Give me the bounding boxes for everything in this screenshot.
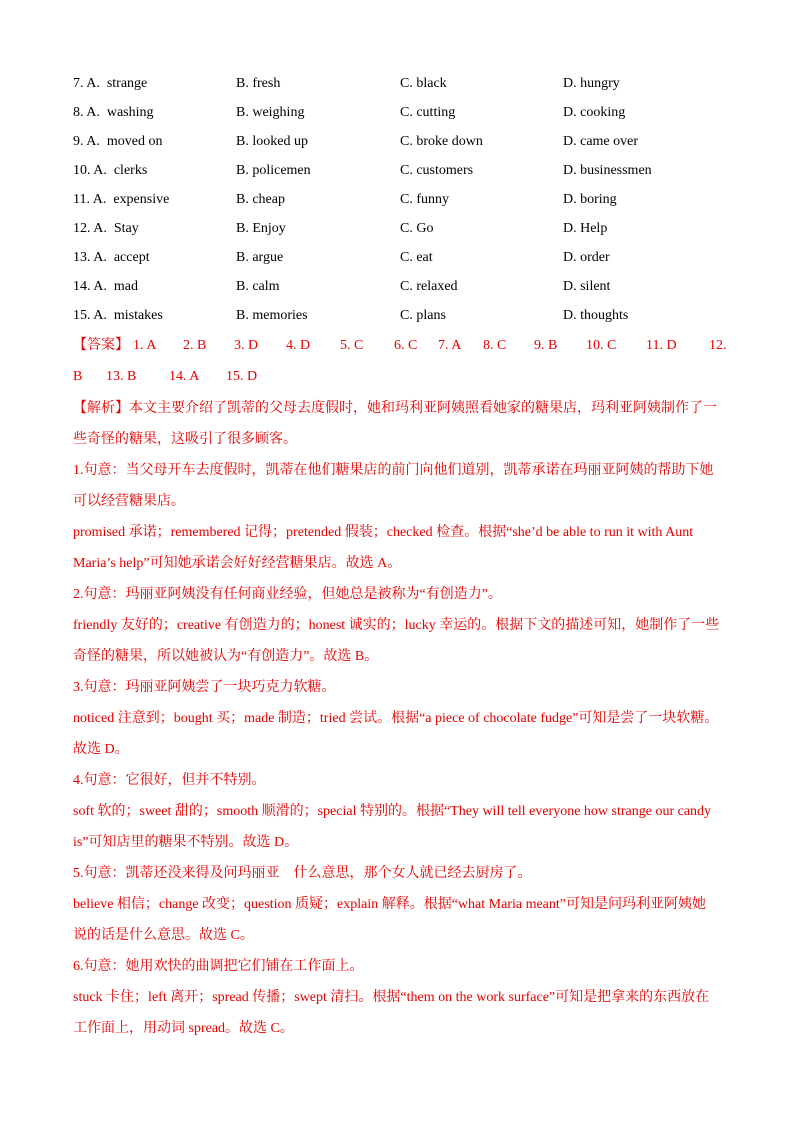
answer-item: 4. D bbox=[286, 338, 311, 353]
option-b: B. cheap bbox=[236, 192, 285, 207]
answer-key-line-2 bbox=[73, 365, 733, 389]
answer-item: 3. D bbox=[234, 338, 259, 353]
explanation-line: believe 相信；change 改变；question 质疑；explain 解释。根据“what Maria meant”可知是问玛利亚阿姨她 bbox=[73, 897, 706, 912]
explanation-line: promised 承诺；remembered 记得；pretended 假装；checked 检查。根据“she’d be able to run it with Aunt bbox=[73, 525, 694, 540]
option-a: 14. A. mad bbox=[73, 279, 138, 294]
explanation-line: 4.句意：它很好，但并不特别。 bbox=[73, 773, 266, 788]
option-c: C. plans bbox=[400, 308, 446, 323]
option-d: D. boring bbox=[563, 192, 617, 207]
option-d: D. Help bbox=[563, 221, 608, 236]
explanation-block bbox=[73, 393, 733, 1044]
option-c: C. Go bbox=[400, 221, 434, 236]
explanation-line: 故选 D。 bbox=[73, 742, 129, 757]
option-a: 8. A. washing bbox=[73, 105, 154, 120]
question-row-11 bbox=[73, 188, 733, 217]
explanation-line: is”可知店里的糖果不特别。故选 D。 bbox=[73, 835, 299, 850]
option-b: B. memories bbox=[236, 308, 308, 323]
option-c: C. cutting bbox=[400, 105, 456, 120]
question-row-13 bbox=[73, 246, 733, 275]
option-d: D. hungry bbox=[563, 76, 620, 91]
question-row-14 bbox=[73, 275, 733, 304]
answer-item: 13. B bbox=[106, 369, 137, 384]
option-b: B. argue bbox=[236, 250, 284, 265]
option-a: 7. A. strange bbox=[73, 76, 148, 91]
explanation-line: soft 软的；sweet 甜的；smooth 顺滑的；special 特别的。根据“They will tell everyone how strange our candy bbox=[73, 804, 712, 819]
answer-item: 1. A bbox=[133, 338, 157, 353]
answer-item: B bbox=[73, 369, 83, 384]
option-c: C. funny bbox=[400, 192, 449, 207]
option-b: B. calm bbox=[236, 279, 280, 294]
option-b: B. looked up bbox=[236, 134, 308, 149]
option-d: D. cooking bbox=[563, 105, 626, 120]
option-d: D. businessmen bbox=[563, 163, 652, 178]
answer-item: 2. B bbox=[183, 338, 207, 353]
answer-item: 8. C bbox=[483, 338, 507, 353]
option-d: D. silent bbox=[563, 279, 611, 294]
explanation-line: 可以经营糖果店。 bbox=[73, 494, 185, 509]
explanation-line: 1.句意：当父母开车去度假时，凯蒂在他们糖果店的前门向他们道别，凯蒂承诺在玛丽亚阿姨的帮助下她 bbox=[73, 463, 714, 478]
option-b: B. weighing bbox=[236, 105, 305, 120]
explanation-summary-line: 些奇怪的糖果，这吸引了很多顾客。 bbox=[73, 432, 297, 447]
explanation-line: noticed 注意到；bought 买；made 制造；tried 尝试。根据“a piece of chocolate fudge”可知是尝了一块软糖。 bbox=[73, 711, 719, 726]
option-c: C. customers bbox=[400, 163, 474, 178]
question-options-table bbox=[73, 72, 733, 333]
explanation-line: 3.句意：玛丽亚阿姨尝了一块巧克力软糖。 bbox=[73, 680, 336, 695]
option-a: 11. A. expensive bbox=[73, 192, 170, 207]
question-row-15 bbox=[73, 304, 733, 333]
explanation-line: 奇怪的糖果，所以她被认为“有创造力”。故选 B。 bbox=[73, 649, 379, 664]
option-a: 10. A. clerks bbox=[73, 163, 148, 178]
answer-key-line-1 bbox=[73, 334, 733, 358]
option-d: D. thoughts bbox=[563, 308, 629, 323]
answer-item: 7. A bbox=[438, 338, 462, 353]
explanation-line: Maria’s help”可知她承诺会好好经营糖果店。故选 A。 bbox=[73, 556, 402, 571]
explanation-line: 2.句意：玛丽亚阿姨没有任何商业经验，但她总是被称为“有创造力”。 bbox=[73, 587, 502, 602]
answer-item: 5. C bbox=[340, 338, 364, 353]
question-row-12 bbox=[73, 217, 733, 246]
option-a: 13. A. accept bbox=[73, 250, 150, 265]
option-d: D. order bbox=[563, 250, 610, 265]
answer-item: 9. B bbox=[534, 338, 558, 353]
explanation-line: friendly 友好的；creative 有创造力的；honest 诚实的；lucky 幸运的。根据下文的描述可知，她制作了一些 bbox=[73, 618, 720, 633]
question-row-10 bbox=[73, 159, 733, 188]
option-b: B. Enjoy bbox=[236, 221, 286, 236]
answer-item: 12. bbox=[709, 338, 727, 353]
explanation-line: 说的话是什么意思。故选 C。 bbox=[73, 928, 254, 943]
question-row-8 bbox=[73, 101, 733, 130]
explanation-label: 【解析】 bbox=[73, 401, 129, 416]
option-a: 9. A. moved on bbox=[73, 134, 163, 149]
explanation-line: stuck 卡住；left 离开；spread 传播；swept 清扫。根据“them on the work surface”可知是把拿来的东西放在 bbox=[73, 990, 710, 1005]
answer-item: 15. D bbox=[226, 369, 258, 384]
option-d: D. came over bbox=[563, 134, 639, 149]
question-row-9 bbox=[73, 130, 733, 159]
question-row-7 bbox=[73, 72, 733, 101]
explanation-line: 工作面上，用动词 spread。故选 C。 bbox=[73, 1021, 294, 1036]
option-a: 15. A. mistakes bbox=[73, 308, 163, 323]
option-c: C. relaxed bbox=[400, 279, 458, 294]
explanation-line: 6.句意：她用欢快的曲调把它们铺在工作面上。 bbox=[73, 959, 364, 974]
option-b: B. fresh bbox=[236, 76, 281, 91]
option-b: B. policemen bbox=[236, 163, 311, 178]
explanation-line: 5.句意：凯蒂还没来得及问玛丽亚 什么意思，那个女人就已经去厨房了。 bbox=[73, 866, 532, 881]
answer-item: 14. A bbox=[169, 369, 200, 384]
option-c: C. black bbox=[400, 76, 447, 91]
option-c: C. eat bbox=[400, 250, 433, 265]
answer-label: 【答案】 bbox=[73, 338, 129, 353]
answer-item: 6. C bbox=[394, 338, 418, 353]
explanation-summary-line: 【解析】本文主要介绍了凯蒂的父母去度假时，她和玛利亚阿姨照看她家的糖果店，玛利亚阿姨制作了一 bbox=[73, 401, 717, 416]
answer-item: 10. C bbox=[586, 338, 617, 353]
option-c: C. broke down bbox=[400, 134, 483, 149]
option-a: 12. A. Stay bbox=[73, 221, 139, 236]
answer-item: 11. D bbox=[646, 338, 677, 353]
